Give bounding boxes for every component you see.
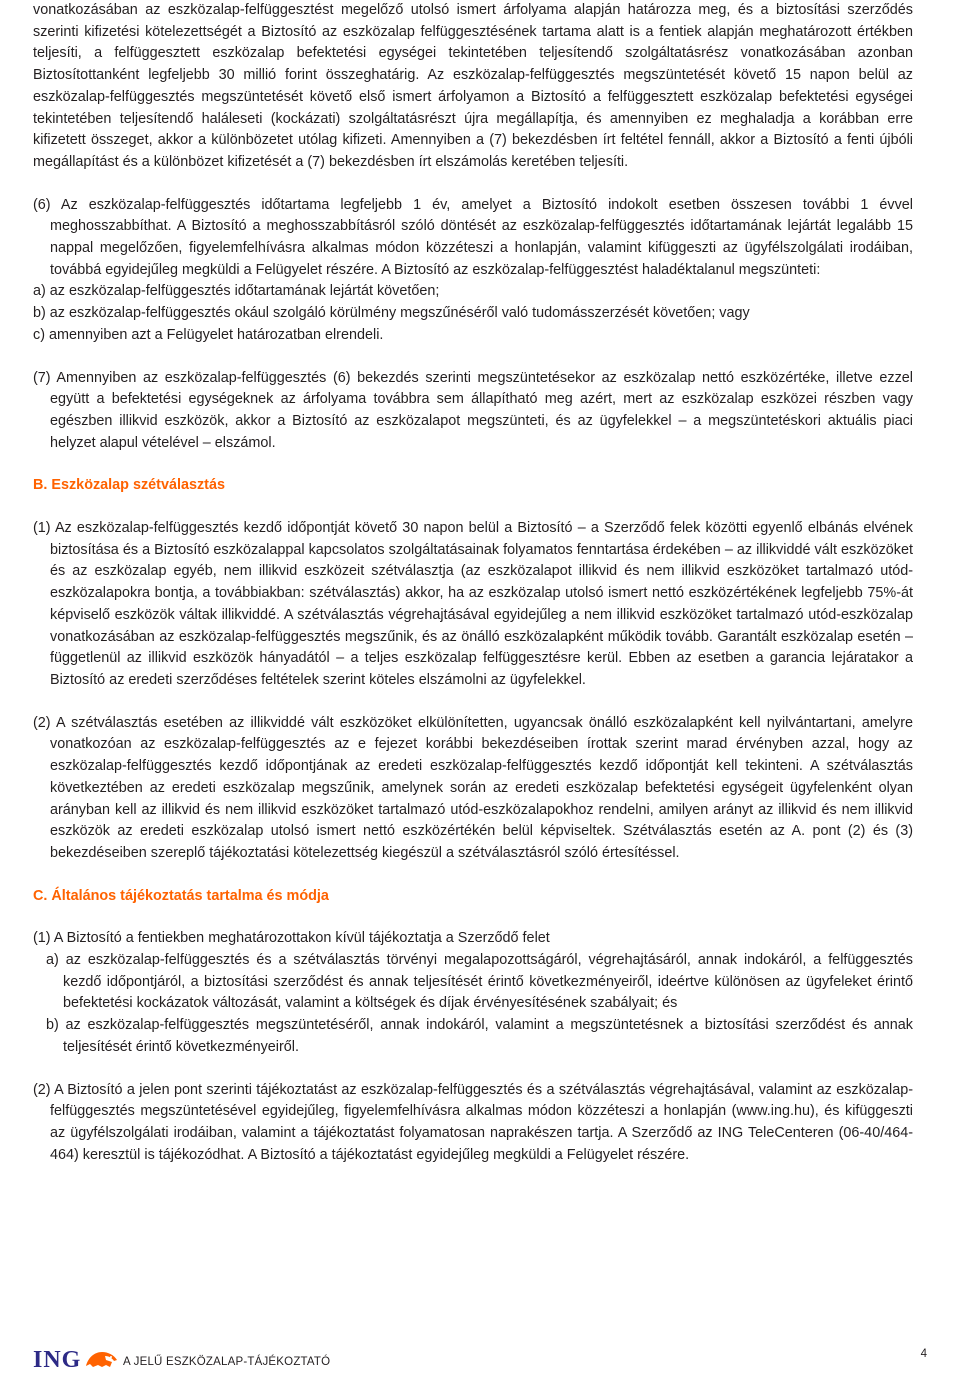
ing-logo <box>33 1346 120 1375</box>
section-b-paragraph-1: (1) Az eszközalap-felfüggesztés kezdő időpontját követő 30 napon belül a Biztosító – a Szerződő felek közötti egyenlő elbánás elvének biztosítása és a Biztosító eszközalappal kapcsolatos szolgáltatásainak folyamatos fenntartása érdekében – az illikviddé vált eszközöket és az eszközalap egyéb, nem illikvid eszközeit szétválasztja (az eszközalapot illikvid és nem illikvid eszközöket tartalmazó utód-eszközalapokra bontja, a továbbiakban: szétválasztás) akkor, ha az eszközalap utolsó ismert nettó eszközértékének legfeljebb 75%-át képviselő eszközök váltak illikviddé. A szétválasztás végrehajtásával egyidejűleg a nem illikvid eszközöket tartalmazó utód-eszközalap vonatkozásában az eszközalap-felfüggesztés megszűnik, és az önálló eszközalapként működik tovább. Garantált eszközalap esetén – függetlenül az illikvid eszközök hányadától – a teljes eszközalap felfüggesztésre kerül. Ebben az esetben a garancia lejáratakor a Biztosító az eredeti szerződéses feltételek szerint köteles elszámolni az ügyfelekkel. <box>33 520 913 688</box>
lion-icon <box>84 1346 120 1375</box>
paragraph-7: (7) Amennyiben az eszközalap-felfüggesztés (6) bekezdés szerinti megszüntetésekor az eszközalap nettó eszközértéke, illetve ezzel együtt a befektetési egységeknek az árfolyama továbbra sem állapítható meg azért, mert az eszközalap eszközei részben vagy egészben illikvid eszközök, akkor a Biztosító az eszközalapot megszünteti, és az ügyfelekkel – a megszüntetéskori aktuális piaci helyzet alapul vételével – elszámol. <box>33 369 913 451</box>
section-b-heading: B. Eszközalap szétválasztás <box>33 477 225 494</box>
section-b-paragraph-2: (2) A szétválasztás esetében az illikviddé vált eszközöket elkülönítetten, ugyancsak önálló eszközalapként kell nyilvántartani, amelyre vonatkozóan az eszközalap-felfüggesztés az e fejezet korábbi bekezdéseiben írottak szerint marad érvényben azzal, hogy az eszközalap-felfüggesztés kezdő időpontjának az eredeti eszközalap-felfüggesztés kezdő időpontját kell tekinteni. A szétválasztás következtében az eredeti eszközalap megszűnik, amelynek során az eredeti eszközalap befektetési egységeit ügyfelenként olyan arányban kell az illikvid és nem illikvid eszközöket tartalmazó utód-eszközalapokhoz rendelni, amilyen arányt az illikvid és nem illikvid eszközök az eredeti eszközalap utolsó ismert nettó eszközértékén belül képviseltek. Szétválasztás esetén az A. pont (2) és (3) bekezdéseiben szereplő tájékoztatási kötelezettség kiegészül a szétválasztásról szóló értesítéssel. <box>33 714 913 861</box>
section-c-paragraph-1: (1) A Biztosító a fentiekben meghatározottakon kívül tájékoztatja a Szerződő felet <box>33 930 550 947</box>
page-number: 4 <box>920 1348 927 1360</box>
paragraph-6-item-b: b) az eszközalap-felfüggesztés okául szolgáló körülmény megszűnéséről való tudomásszerzését követően; vagy <box>33 305 750 322</box>
section-c-paragraph-2: (2) A Biztosító a jelen pont szerinti tájékoztatást az eszközalap-felfüggesztés és a szétválasztás végrehajtásával, valamint az eszközalap-felfüggesztés megszüntetésével egyidejűleg, figyelemfelhívásra alkalmas módon közzéteszi a honlapján (www.ing.hu), és kifüggeszti az ügyfélszolgálati irodáiban, valamint a tájékoztatást folyamatosan naprakészen tartja. A Szerződő az ING TeleCenteren (06-40/464-464) keresztül is tájékozódhat. A Biztosító a tájékoztatást egyidejűleg megküldi a Felügyelet részére. <box>33 1081 913 1163</box>
intro-paragraph: vonatkozásában az eszközalap-felfüggesztést megelőző utolsó ismert árfolyama alapján határozza meg, és a biztosítási szerződés szerinti kifizetési kötelezettségét a Biztosító az eszközalap felfüggesztésének tartama alatt is a fentiek alapján meghatározott értékben teljesíti, a felfüggesztett eszközalap befektetési egységei tekintetében teljesítendő szolgáltatásrész vonatkozásában azonban Biztosítottanként legfeljebb 30 millió forint összeghatárig. Az eszközalap-felfüggesztés megszüntetését követő 15 napon belül az eszközalap-felfüggesztés megszüntetését követő első ismert árfolyamon a Biztosító a felfüggesztett eszközalap befektetési egységei tekintetében teljesítendő haláleseti (kockázati) szolgáltatásrészt újra megállapítja, és amennyiben ez meghaladja a korábban erre kifizetett összeget, akkor a különbözetet utólag kifizeti. Amennyiben a (7) bekezdésben írt feltétel fennáll, akkor a Biztosító a fenti újbóli megállapítást és a különbözet kifizetését a (7) bekezdésben írt elszámolás keretében teljesíti. <box>33 2 913 170</box>
section-c-item-b: b) az eszközalap-felfüggesztés megszüntetéséről, annak indokáról, valamint a megszüntetésnek a biztosítási szerződést és annak teljesítését érintő következményeiről. <box>46 1017 913 1055</box>
paragraph-6: (6) Az eszközalap-felfüggesztés időtartama legfeljebb 1 év, amelyet a Biztosító indokolt esetben összesen további 1 évvel meghosszabbíthat. A Biztosító a meghosszabbításról szóló döntését az eszközalap-felfüggesztés időtartamának lejártát legalább 15 nappal megelőzően, figyelemfelhívásra alkalmas módon közzéteszi a honlapján, valamint kifüggeszti az ügyfélszolgálati irodáiban, továbbá egyidejűleg megküldi a Felügyelet részére. A Biztosító az eszközalap-felfüggesztést haladéktalanul megszünteti: <box>33 196 913 278</box>
logo-wordmark: ING <box>33 1347 82 1373</box>
document-page <box>33 0 913 1166</box>
paragraph-6-item-c: c) amennyiben azt a Felügyelet határozatban elrendeli. <box>33 326 384 343</box>
section-c-heading: C. Általános tájékoztatás tartalma és módja <box>33 887 329 904</box>
paragraph-6-item-a: a) az eszközalap-felfüggesztés időtartamának lejártát követően; <box>33 283 440 300</box>
page-footer <box>0 1340 960 1375</box>
document-title: A JELŰ ESZKÖZALAP-TÁJÉKOZTATÓ <box>123 1356 331 1368</box>
section-c-item-a: a) az eszközalap-felfüggesztés és a szétválasztás törvényi megalapozottságáról, végrehajtásáról, annak indokáról, a felfüggesztés kezdő időpontjáról, a biztosítási szerződést és annak teljesítését érintő következményeiről, ideértve különösen az ügyfeleket érintő befektetési kockázatok változását, valamint a költségek és díjak érvényesítésének szabályait; és <box>46 952 913 1012</box>
